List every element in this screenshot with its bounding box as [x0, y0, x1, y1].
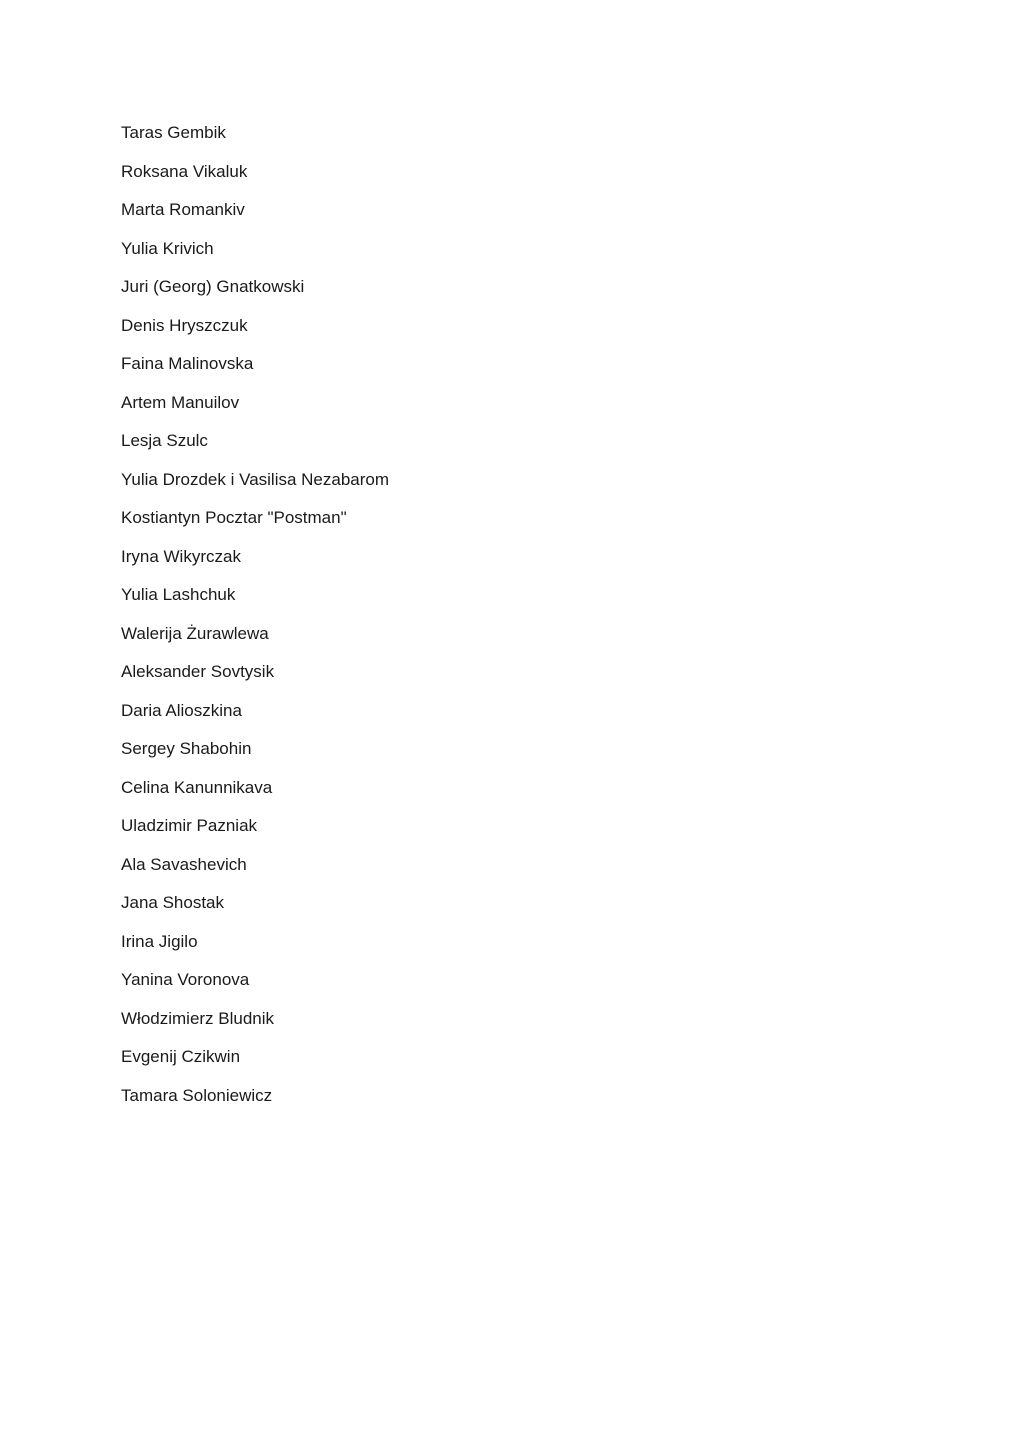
list-item: Kostiantyn Pocztar "Postman": [121, 508, 347, 527]
list-item: Walerija Żurawlewa: [121, 623, 269, 643]
list-item: Lesja Szulc: [121, 431, 208, 450]
names-list: [121, 119, 389, 1120]
list-item: Tamara Soloniewicz: [121, 1085, 273, 1105]
list-item: Yulia Drozdek i Vasilisa Nezabarom: [121, 469, 390, 489]
list-item: Yanina Voronova: [121, 970, 250, 989]
list-item: Artem Manuilov: [121, 392, 240, 412]
list-item: Irina Jigilo: [121, 931, 198, 951]
list-item: Evgenij Czikwin: [121, 1047, 241, 1066]
list-item: Yulia Krivich: [121, 238, 214, 258]
list-item: Włodzimierz Bludnik: [121, 1008, 275, 1028]
list-item: Juri (Georg) Gnatkowski: [121, 277, 305, 296]
list-item: Uladzimir Pazniak: [121, 816, 258, 835]
list-item: Jana Shostak: [121, 893, 225, 912]
list-item: Taras Gembik: [121, 123, 226, 142]
list-item: Denis Hryszczuk: [121, 315, 248, 335]
list-item: Aleksander Sovtysik: [121, 662, 275, 681]
list-item: Daria Alioszkina: [121, 700, 242, 720]
list-item: Sergey Shabohin: [121, 739, 252, 758]
list-item: Roksana Vikaluk: [121, 161, 248, 181]
list-item: Yulia Lashchuk: [121, 585, 236, 604]
list-item: Ala Savashevich: [121, 854, 247, 874]
list-item: Celina Kanunnikava: [121, 777, 273, 797]
list-item: Iryna Wikyrczak: [121, 546, 241, 566]
list-item: Marta Romankiv: [121, 200, 245, 219]
list-item: Faina Malinovska: [121, 354, 254, 373]
